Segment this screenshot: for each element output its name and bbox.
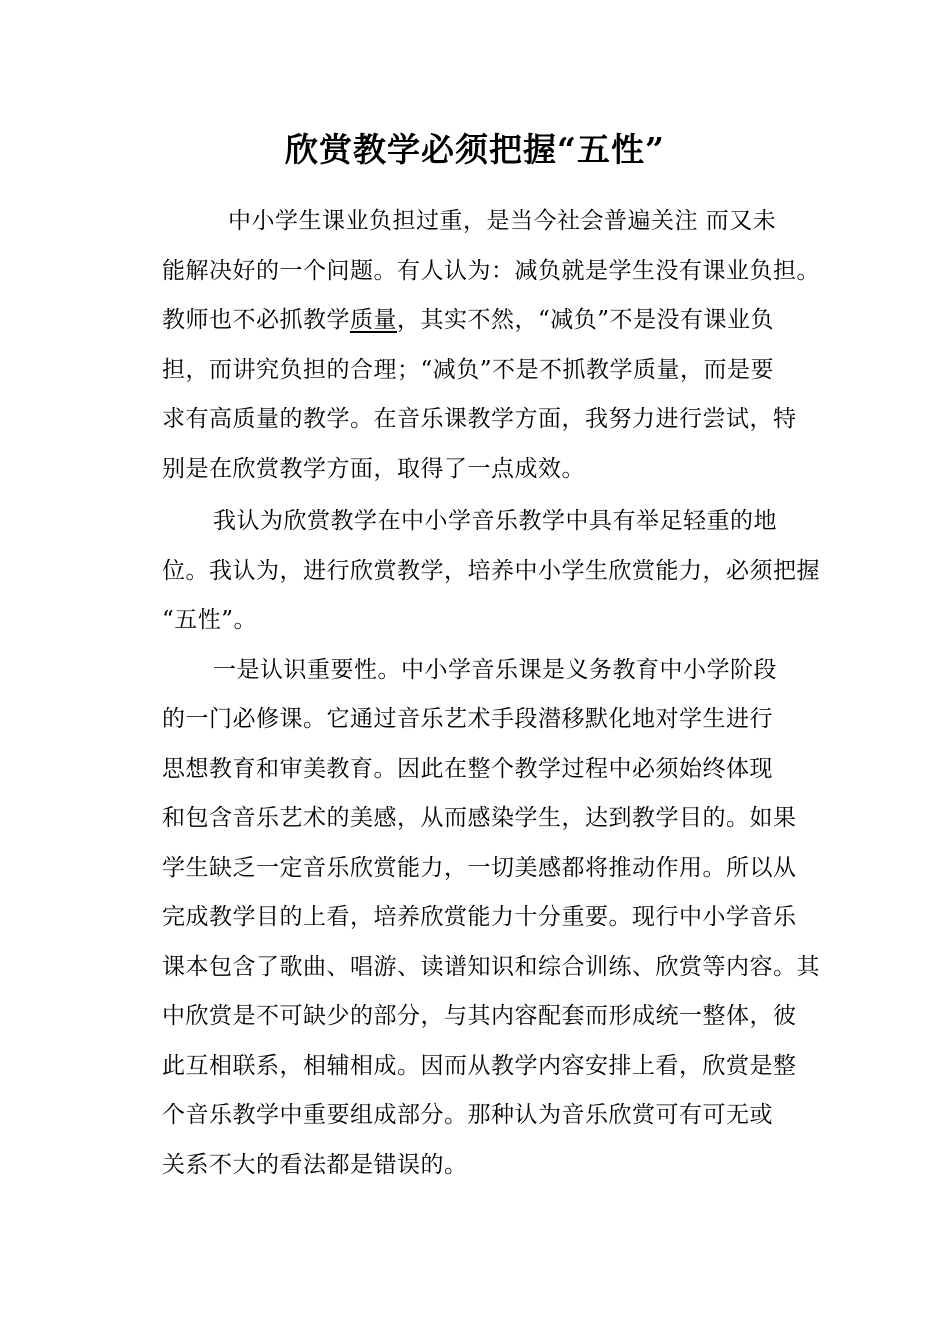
paragraph-3-line-2: 的一门必修课。它通过音乐艺术手段潜移默化地对学生进行 xyxy=(162,706,773,732)
paragraph-3-line-6: 完成教学目的上看，培养欣赏能力十分重要。现行中小学音乐 xyxy=(162,904,797,930)
paragraph-3-line-5: 学生缺乏一定音乐欣赏能力，一切美感都将推动作用。所以从 xyxy=(162,855,797,881)
paragraph-1-line-4: 担，而讲究负担的合理；“减负”不是不抓教学质量，而是要 xyxy=(162,357,775,383)
paragraph-3-line-10: 个音乐教学中重要组成部分。那种认为音乐欣赏可有可无或 xyxy=(162,1102,773,1128)
paragraph-2-line-3: “五性”。 xyxy=(162,607,258,633)
document-title: 欣赏教学必须把握“五性” xyxy=(285,130,665,169)
paragraph-2-line-2: 位。我认为，进行欣赏教学，培养中小学生欣赏能力，必须把握 xyxy=(162,558,820,584)
text-run: ，其实不然，“减负”不是没有课业负 xyxy=(397,307,775,333)
paragraph-1-line-3 xyxy=(162,305,774,335)
text-run: 教师也不必抓教学 xyxy=(162,307,350,333)
paragraph-1-line-2: 能解决好的一个问题。有人认为：减负就是学生没有课业负担。 xyxy=(162,258,820,284)
paragraph-3-line-1: 一是认识重要性。中小学音乐课是义务教育中小学阶段 xyxy=(213,657,777,683)
paragraph-3-line-8: 中欣赏是不可缺少的部分，与其内容配套而形成统一整体，彼 xyxy=(162,1003,797,1029)
paragraph-1-line-5: 求有高质量的教学。在音乐课教学方面，我努力进行尝试，特 xyxy=(162,406,797,432)
paragraph-3-line-9: 此互相联系，相辅相成。因而从教学内容安排上看，欣赏是整 xyxy=(162,1053,797,1079)
paragraph-3-line-11: 关系不大的看法都是错误的。 xyxy=(162,1152,468,1178)
paragraph-3-line-7: 课本包含了歌曲、唱游、读谱知识和综合训练、欣赏等内容。其 xyxy=(162,954,820,980)
paragraph-1-line-6: 别是在欣赏教学方面，取得了一点成效。 xyxy=(162,456,585,482)
paragraph-2-line-1: 我认为欣赏教学在中小学音乐教学中具有举足轻重的地 xyxy=(213,508,777,534)
underlined-word: 质量 xyxy=(350,307,397,333)
paragraph-1-line-1: 中小学生课业负担过重，是当今社会普遍关注 而又未 xyxy=(228,208,777,234)
paragraph-3-line-4: 和包含音乐艺术的美感，从而感染学生，达到教学目的。如果 xyxy=(162,805,797,831)
paragraph-3-line-3: 思想教育和审美教育。因此在整个教学过程中必须始终体现 xyxy=(162,756,773,782)
